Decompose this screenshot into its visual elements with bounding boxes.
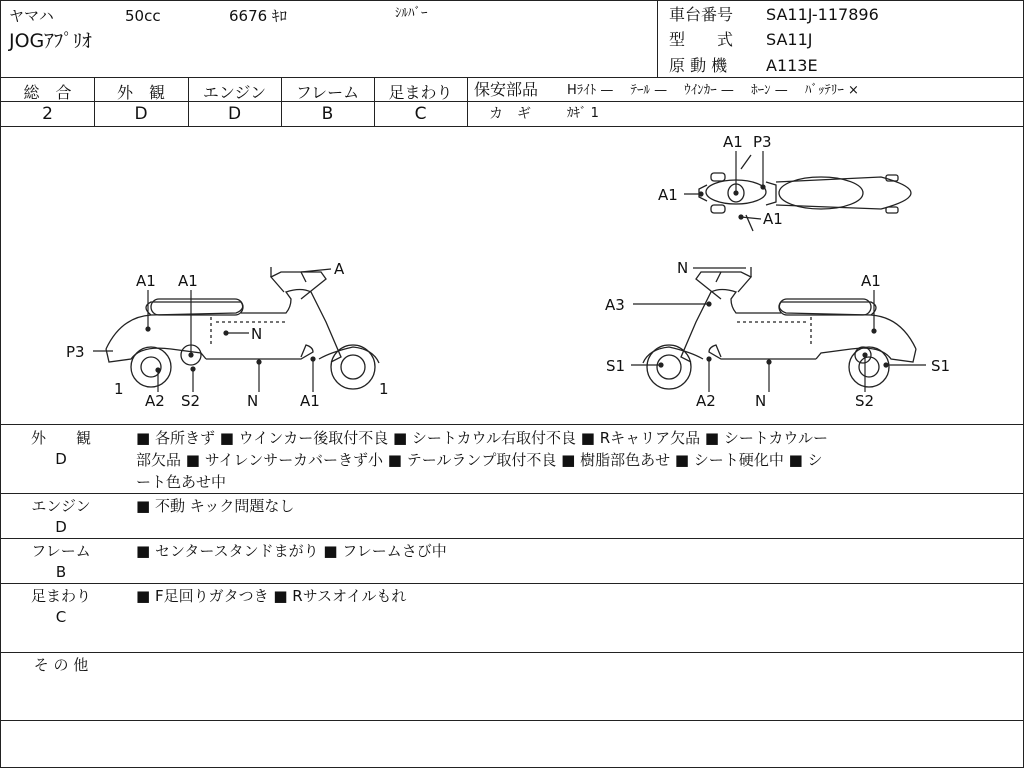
diagram-label: S1 — [606, 357, 626, 375]
engine-value: A113E — [766, 56, 818, 75]
type-value: SA11J — [766, 30, 813, 49]
section-suspension-line1: ■ F足回りガタつき ■ Rサスオイルもれ — [136, 587, 407, 605]
exterior-grade: D — [134, 104, 148, 124]
suspension-grade-label: 足まわり — [388, 83, 453, 102]
diagram-label: A1 — [178, 272, 198, 290]
frame-no-label: 車台番号 — [669, 5, 734, 24]
section-suspension-label: 足まわり — [30, 587, 91, 605]
section-other-label: そ の 他 — [33, 656, 89, 674]
key-value: ｶｷﾞ 1 — [567, 106, 599, 121]
section-exterior-line3: ート色あせ中 — [136, 473, 227, 491]
section-frame-label: フレーム — [31, 542, 91, 560]
section-frame-line1: ■ センタースタンドまがり ■ フレームさび中 — [136, 542, 447, 560]
section-engine-label: エンジン — [31, 497, 91, 515]
diagram-label: N — [251, 325, 263, 343]
overall-grade: 2 — [42, 104, 53, 124]
safety-items: Hﾗｲﾄ — ﾃｰﾙ — ｳｲﾝｶｰ — ﾎｰﾝ — ﾊﾞｯﾃﾘｰ × — [567, 83, 859, 98]
section-exterior-line1: ■ 各所きず ■ ウインカー後取付不良 ■ シートカウル右取付不良 ■ Rキャリア欠品 ■ シートカウルー — [136, 429, 828, 447]
model-name: JOGｱﾌﾟﾘｵ — [9, 30, 92, 52]
diagram-label: A1 — [658, 186, 678, 204]
section-exterior-label: 外 観 — [30, 429, 91, 447]
section-frame-grade: B — [55, 563, 67, 581]
color: ｼﾙﾊﾞｰ — [395, 6, 428, 21]
diagram-label: A1 — [763, 210, 783, 228]
diagram-label: P3 — [753, 133, 772, 151]
diagram-label: A3 — [605, 296, 625, 314]
section-engine-grade: D — [55, 518, 67, 536]
diagram-label: A1 — [723, 133, 743, 151]
diagram-label: A2 — [696, 392, 716, 410]
diagram-label: N — [247, 392, 259, 410]
frame-grade-label: フレーム — [295, 83, 360, 102]
key-label: カ ギ — [489, 106, 531, 122]
section-exterior-grade: D — [55, 450, 67, 468]
diagram-label: A1 — [300, 392, 320, 410]
diagram-label: A — [334, 260, 345, 278]
exterior-label: 外 観 — [116, 83, 165, 102]
diagram-label: 1 — [379, 380, 389, 398]
diagram-label: S2 — [855, 392, 875, 410]
suspension-grade: C — [414, 104, 427, 124]
engine-grade: D — [227, 104, 242, 124]
safety-label: 保安部品 — [474, 80, 539, 99]
scooter-diagram — [1, 127, 1023, 424]
type-label: 型 式 — [669, 30, 734, 49]
displacement: 50cc — [125, 7, 161, 25]
diagram-label: 1 — [114, 380, 124, 398]
mileage: 6676 ｷﾛ — [229, 7, 287, 25]
diagram-label: A1 — [136, 272, 156, 290]
diagram-label: N — [755, 392, 767, 410]
maker: ヤマハ — [9, 7, 54, 25]
diagram-label: S1 — [931, 357, 951, 375]
diagram-label: N — [677, 259, 689, 277]
diagram-label: A2 — [145, 392, 165, 410]
engine-label: 原 動 機 — [669, 56, 728, 75]
top-view — [699, 155, 911, 231]
frame-grade: B — [321, 104, 334, 124]
section-suspension-grade: C — [55, 608, 67, 626]
frame-no: SA11J-117896 — [766, 5, 879, 24]
diagram-label: S2 — [181, 392, 201, 410]
section-engine-line1: ■ 不動 キック問題なし — [136, 497, 295, 515]
diagram-label: A1 — [861, 272, 881, 290]
engine-grade-label: エンジン — [202, 83, 267, 102]
section-exterior-line2: 部欠品 ■ サイレンサーカバーきず小 ■ テールランプ取付不良 ■ 樹脂部色あせ ■ シート硬化中 ■ シ — [136, 451, 823, 469]
overall-label: 総 合 — [23, 83, 72, 102]
diagram-label: P3 — [66, 343, 85, 361]
